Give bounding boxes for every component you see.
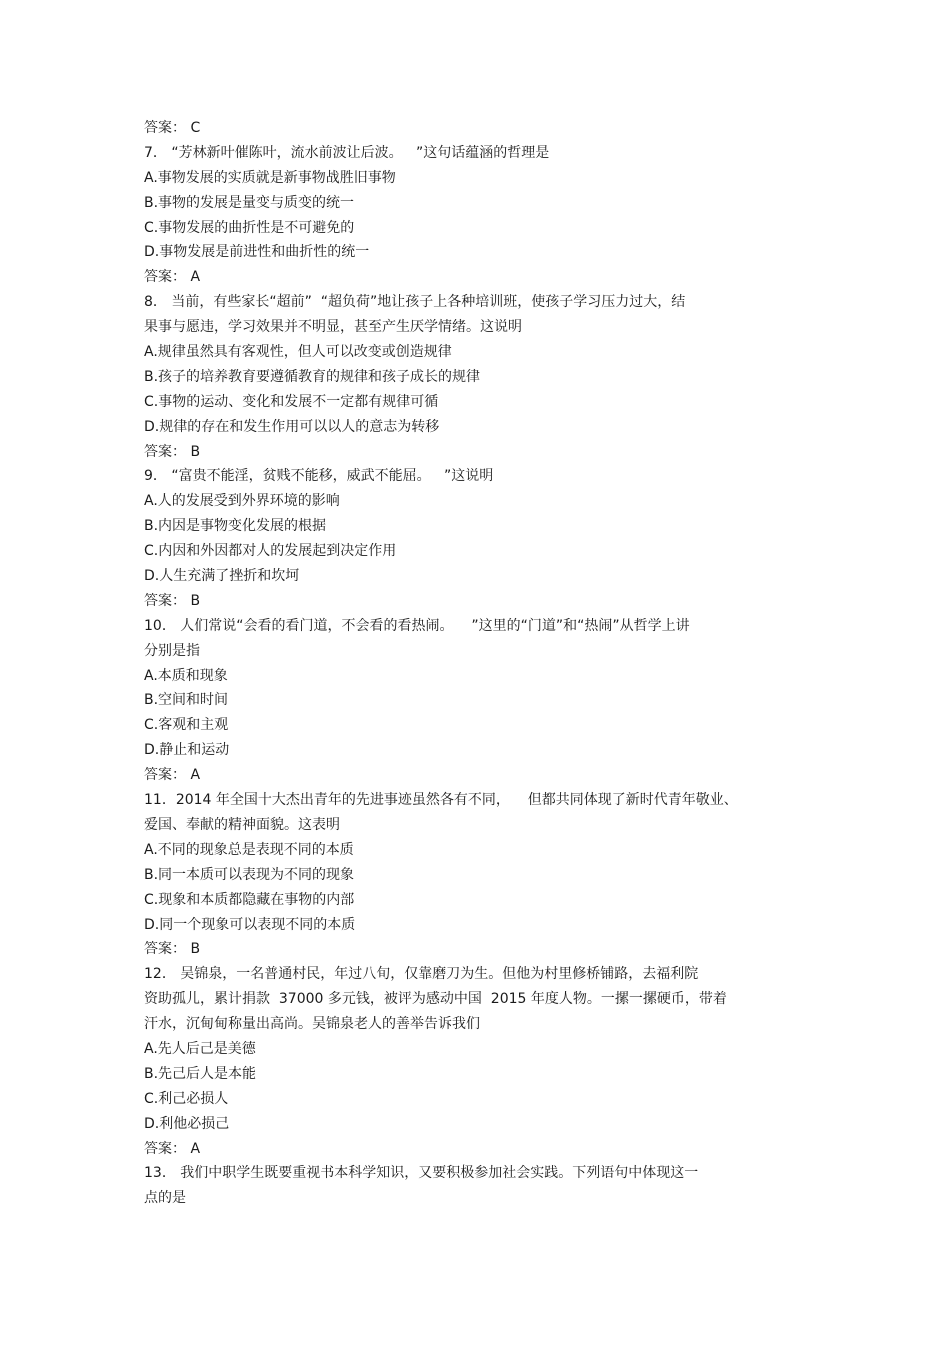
option-a: A.先人后己是美德: [144, 1040, 256, 1057]
question-12-cont: 资助孤儿，累计捐款 37000 多元钱，被评为感动中国 2015 年度人物。一摞一摞硬币，带着: [144, 991, 727, 1008]
question-11-cont: 爱国、奉献的精神面貌。这表明: [144, 816, 340, 833]
answer-line: 答案： A: [144, 1140, 201, 1157]
option-d: D.同一个现象可以表现不同的本质: [144, 916, 356, 933]
option-a: A.规律虽然具有客观性，但人可以改变或创造规律: [144, 344, 452, 361]
option-c: C.事物发展的曲折性是不可避免的: [144, 219, 355, 236]
option-b: B.先己后人是本能: [144, 1065, 257, 1082]
option-d: D.利他必损己: [144, 1115, 230, 1132]
option-b: B.内因是事物变化发展的根据: [144, 518, 327, 535]
option-b: B.同一本质可以表现为不同的现象: [144, 866, 355, 883]
answer-line: 答案： B: [144, 592, 201, 609]
option-a: A.本质和现象: [144, 667, 228, 684]
question-13-cont: 点的是: [144, 1190, 186, 1207]
option-a: A.不同的现象总是表现不同的本质: [144, 841, 354, 858]
answer-line: 答案： B: [144, 443, 201, 460]
option-c: C.利己必损人: [144, 1090, 229, 1107]
option-c: C.内因和外因都对人的发展起到决定作用: [144, 543, 397, 560]
question-12-cont: 汗水，沉甸甸称量出高尚。吴锦泉老人的善举告诉我们: [144, 1016, 480, 1033]
option-a: A.事物发展的实质就是新事物战胜旧事物: [144, 169, 396, 186]
option-d: D.人生充满了挫折和坎坷: [144, 568, 300, 585]
question-text: [144, 116, 794, 1211]
option-d: D.规律的存在和发生作用可以以人的意志为转移: [144, 418, 440, 435]
option-b: B.孩子的培养教育要遵循教育的规律和孩子成长的规律: [144, 368, 481, 385]
option-d: D.事物发展是前进性和曲折性的统一: [144, 244, 370, 261]
answer-line: 答案： C: [144, 120, 201, 136]
question-8-cont: 果事与愿违，学习效果并不明显，甚至产生厌学情绪。这说明: [144, 319, 522, 336]
option-d: D.静止和运动: [144, 742, 230, 759]
answer-line: 答案： B: [144, 941, 201, 958]
question-10-cont: 分别是指: [144, 642, 200, 659]
answer-line: 答案： A: [144, 767, 201, 784]
question-13: 13． 我们中职学生既要重视书本科学知识，又要积极参加社会实践。下列语句中体现这一: [144, 1165, 699, 1182]
question-7: 7． “芳林新叶催陈叶，流水前波让后波。 ”这句话蕴涵的哲理是: [144, 144, 550, 161]
question-9: 9． “富贵不能淫，贫贱不能移，威武不能屈。 ”这说明: [144, 468, 494, 485]
question-8: 8． 当前，有些家长“超前” “超负荷”地让孩子上各种培训班，使孩子学习压力过大，结: [144, 294, 686, 311]
answer-line: 答案： A: [144, 269, 201, 286]
question-10: 10． 人们常说“会看的看门道，不会看的看热闹。 ”这里的“门道”和“热闹”从哲学上讲: [144, 617, 690, 634]
option-b: B.事物的发展是量变与质变的统一: [144, 194, 355, 211]
question-11: 11．2014 年全国十大杰出青年的先进事迹虽然各有不同， 但都共同体现了新时代青年敬业、: [144, 792, 738, 809]
option-c: C.客观和主观: [144, 717, 229, 734]
option-c: C.现象和本质都隐藏在事物的内部: [144, 891, 355, 908]
option-c: C.事物的运动、变化和发展不一定都有规律可循: [144, 393, 439, 410]
question-12: 12． 吴锦泉，一名普通村民，年过八旬，仅靠磨刀为生。但他为村里修桥铺路，去福利院: [144, 966, 699, 983]
option-b: B.空间和时间: [144, 692, 229, 709]
option-a: A.人的发展受到外界环境的影响: [144, 493, 340, 510]
